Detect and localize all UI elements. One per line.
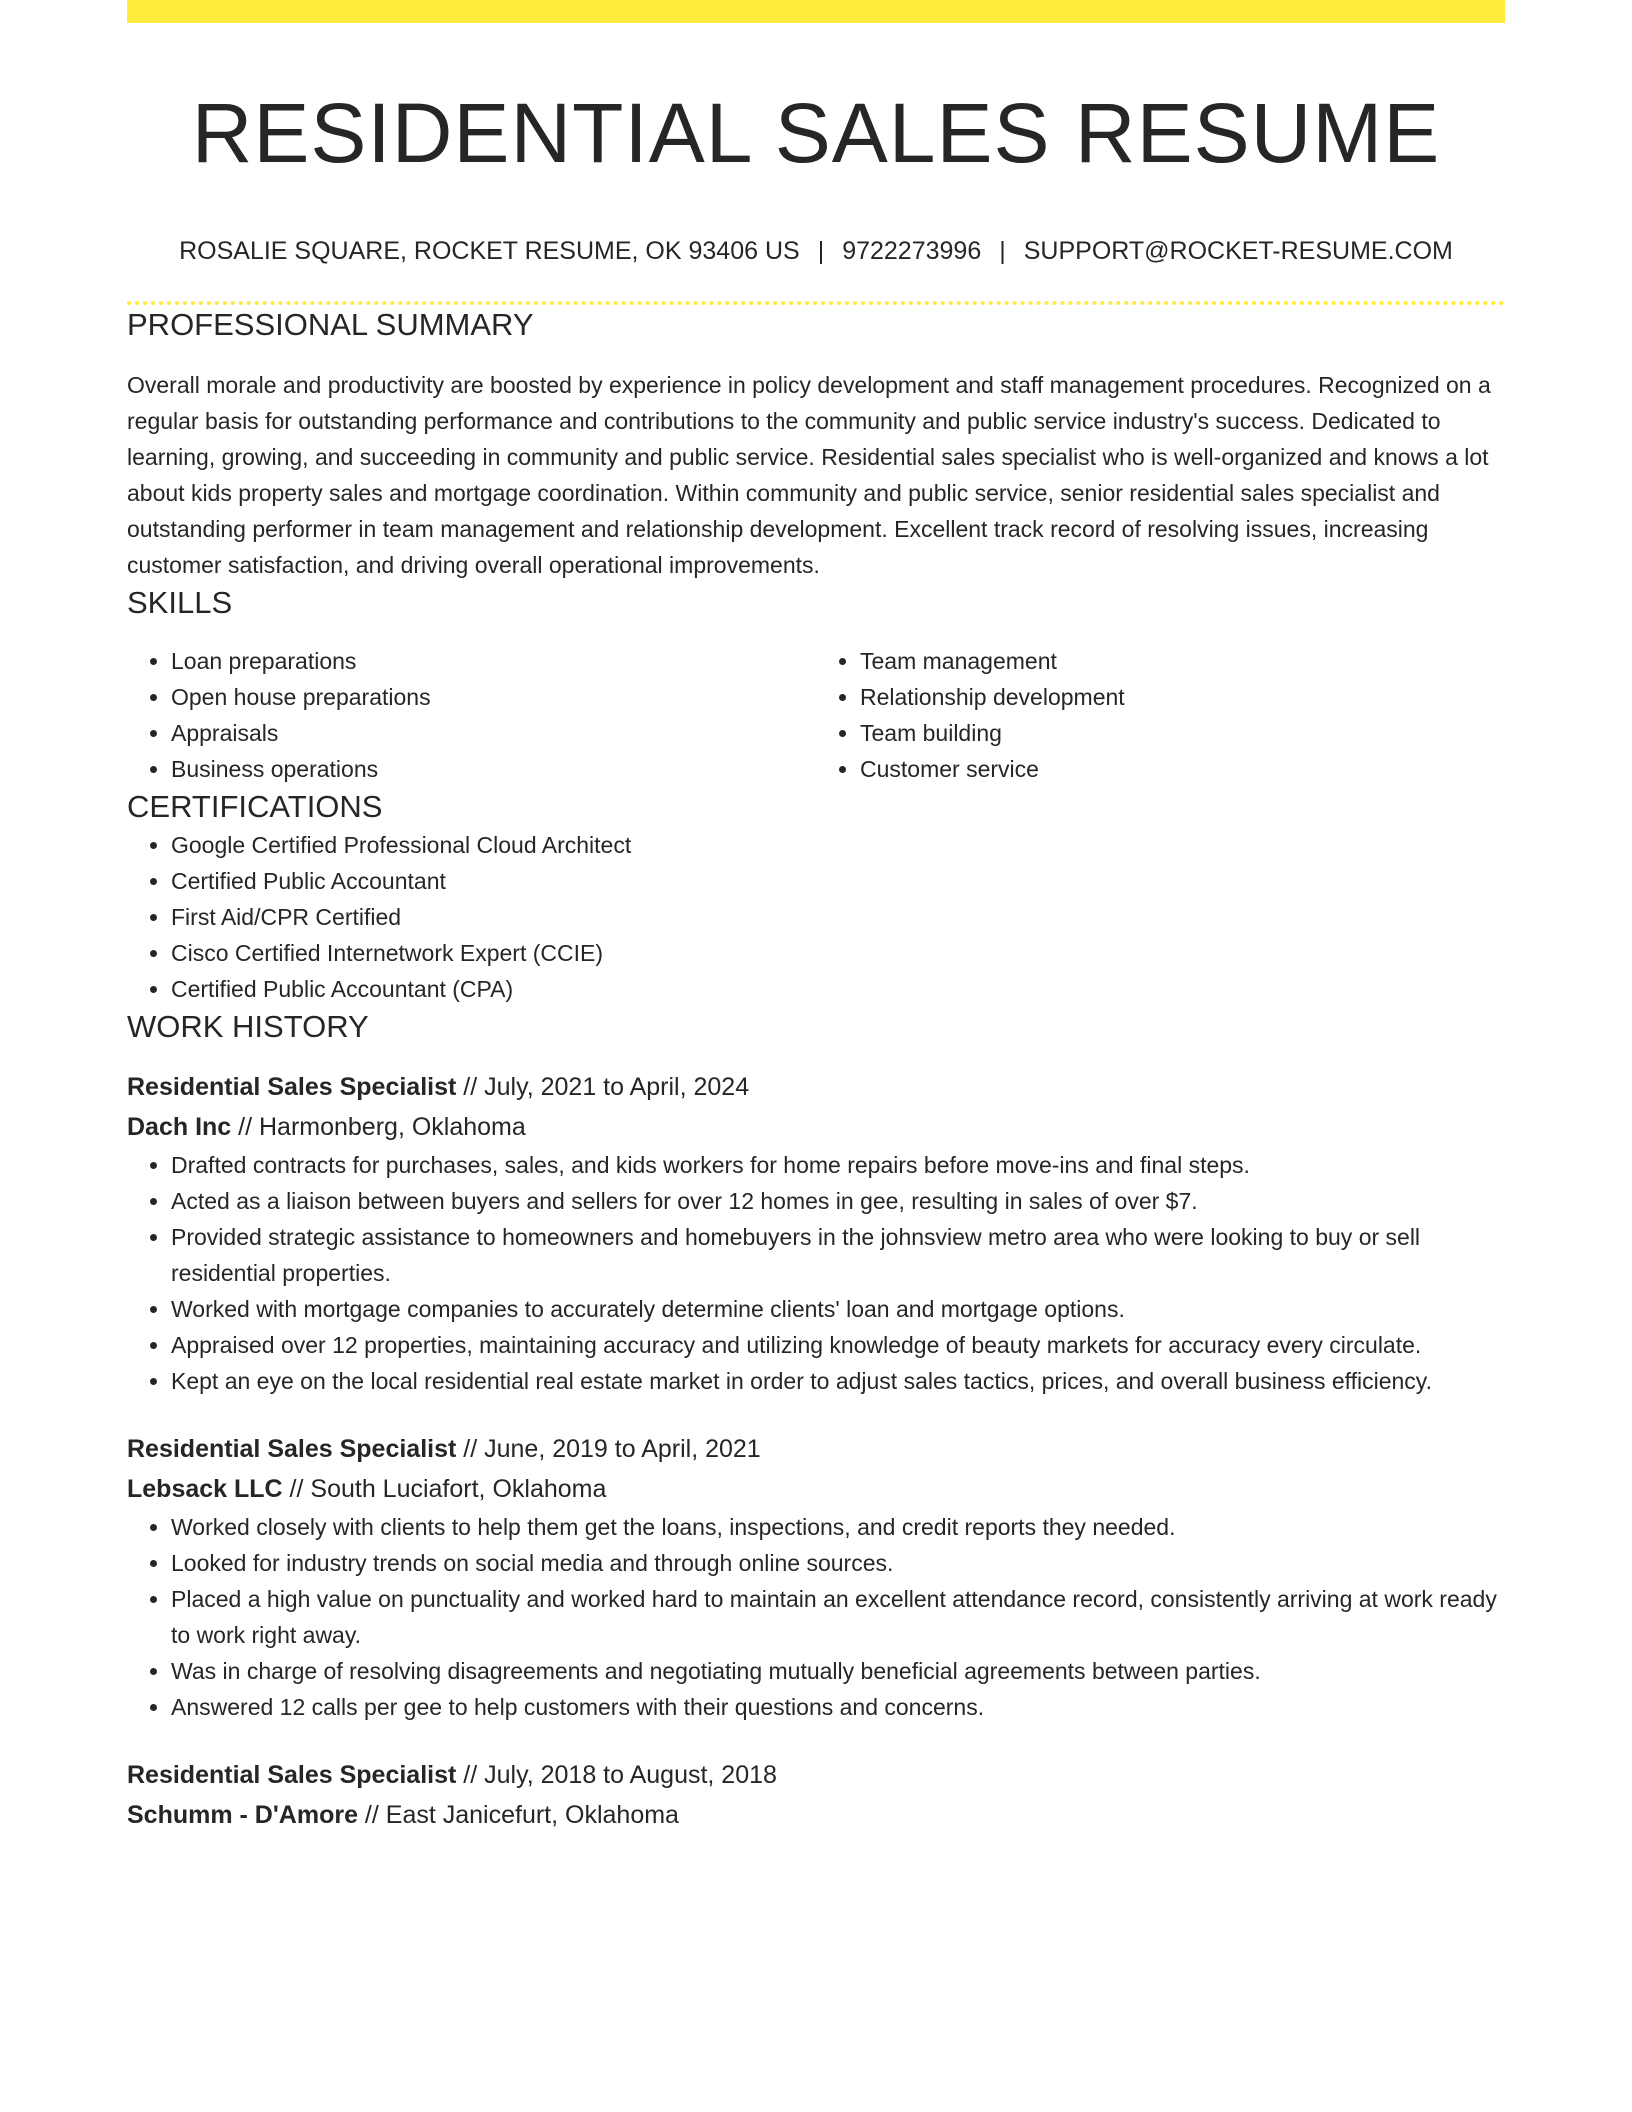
job-duty-item: • Placed a high value on punctuality and worked hard to maintain an excellent attendance record, consistently arriving at work ready to work right away. <box>171 1581 1505 1653</box>
certification-item: • Cisco Certified Internetwork Expert (CCIE) <box>171 935 1505 971</box>
job-title: Residential Sales Specialist <box>127 1435 457 1463</box>
skills-list-left <box>127 643 816 787</box>
job-title-line <box>127 1067 1505 1107</box>
job-location: // Harmonberg, Oklahoma <box>231 1113 526 1141</box>
job-title: Residential Sales Specialist <box>127 1761 457 1789</box>
job-duty-item: • Was in charge of resolving disagreements and negotiating mutually beneficial agreements between parties. <box>171 1653 1505 1689</box>
resume-page <box>127 0 1505 1835</box>
contact-phone: 9722273996 <box>842 237 982 265</box>
job-duty-item: • Acted as a liaison between buyers and sellers for over 12 homes in gee, resulting in sales of over $7. <box>171 1183 1505 1219</box>
job-title-line <box>127 1429 1505 1469</box>
job-company-line <box>127 1469 1505 1509</box>
job-title: Residential Sales Specialist <box>127 1073 457 1101</box>
job-company: Lebsack LLC <box>127 1475 283 1503</box>
job-duty-item: • Worked closely with clients to help them get the loans, inspections, and credit reports they needed. <box>171 1509 1505 1545</box>
job-duty-item: • Answered 12 calls per gee to help customers with their questions and concerns. <box>171 1689 1505 1725</box>
skill-item: • Relationship development <box>860 679 1505 715</box>
job-duty-item: • Kept an eye on the local residential real estate market in order to adjust sales tactics, prices, and overall business efficiency. <box>171 1363 1505 1399</box>
certification-item: • Certified Public Accountant (CPA) <box>171 971 1505 1007</box>
skill-item: • Business operations <box>171 751 816 787</box>
job-dates: // July, 2021 to April, 2024 <box>456 1073 750 1101</box>
job-location: // South Luciafort, Oklahoma <box>282 1475 607 1503</box>
job-duties-list <box>127 1509 1505 1725</box>
skill-item: • Team management <box>860 643 1505 679</box>
certifications-heading: CERTIFICATIONS <box>127 789 383 824</box>
skills-list-right <box>816 643 1505 787</box>
skills-heading: SKILLS <box>127 585 233 620</box>
job-duty-item: • Worked with mortgage companies to accurately determine clients' loan and mortgage options. <box>171 1291 1505 1327</box>
skill-item: • Team building <box>860 715 1505 751</box>
accent-bar <box>127 0 1505 23</box>
job-title-line <box>127 1755 1505 1795</box>
certification-item: • First Aid/CPR Certified <box>171 899 1505 935</box>
certification-item: • Certified Public Accountant <box>171 863 1505 899</box>
job-duty-item: • Provided strategic assistance to homeowners and homebuyers in the johnsview metro area who were looking to buy or sell residential properties. <box>171 1219 1505 1291</box>
job-company: Dach Inc <box>127 1113 232 1141</box>
work-history-heading: WORK HISTORY <box>127 1009 369 1044</box>
job-dates: // July, 2018 to August, 2018 <box>456 1761 777 1789</box>
contact-email: SUPPORT@ROCKET-RESUME.COM <box>1023 237 1453 265</box>
skill-item: • Customer service <box>860 751 1505 787</box>
contact-address: ROSALIE SQUARE, ROCKET RESUME, OK 93406 US <box>179 237 800 265</box>
summary-text: Overall morale and productivity are boosted by experience in policy development and staff management procedures. Recognized on a regular basis for outstanding performance and contributions to the community and public service industry's success. Dedicated to learning, growing, and succeeding in community and public service. Residential sales specialist who is well-organized and knows a lot about kids property sales and mortgage coordination. Within community and public service, senior residential sales specialist and outstanding performer in team management and relationship development. Excellent track record of resolving issues, increasing customer satisfaction, and driving overall operational improvements. <box>127 372 1491 578</box>
contact-separator: | <box>999 237 1006 265</box>
job-dates: // June, 2019 to April, 2021 <box>456 1435 761 1463</box>
job-duty-item: • Looked for industry trends on social media and through online sources. <box>171 1545 1505 1581</box>
job-company-line <box>127 1107 1505 1147</box>
job-company-line <box>127 1795 1505 1835</box>
resume-title: RESIDENTIAL SALES RESUME <box>191 86 1441 180</box>
job-duty-item: • Drafted contracts for purchases, sales, and kids workers for home repairs before move-ins and final steps. <box>171 1147 1505 1183</box>
summary-heading: PROFESSIONAL SUMMARY <box>127 307 534 342</box>
contact-separator: | <box>817 237 825 265</box>
certifications-list <box>127 827 1505 1007</box>
skill-item: • Loan preparations <box>171 643 816 679</box>
job-duties-list <box>127 1147 1505 1399</box>
contact-line <box>127 235 1505 267</box>
job-company: Schumm - D'Amore <box>127 1801 358 1829</box>
certification-item: • Google Certified Professional Cloud Architect <box>171 827 1505 863</box>
job-duty-item: • Appraised over 12 properties, maintaining accuracy and utilizing knowledge of beauty markets for accuracy every circulate. <box>171 1327 1505 1363</box>
skill-item: • Appraisals <box>171 715 816 751</box>
job-location: // East Janicefurt, Oklahoma <box>357 1801 679 1829</box>
skill-item: • Open house preparations <box>171 679 816 715</box>
skills-columns <box>127 643 1505 787</box>
